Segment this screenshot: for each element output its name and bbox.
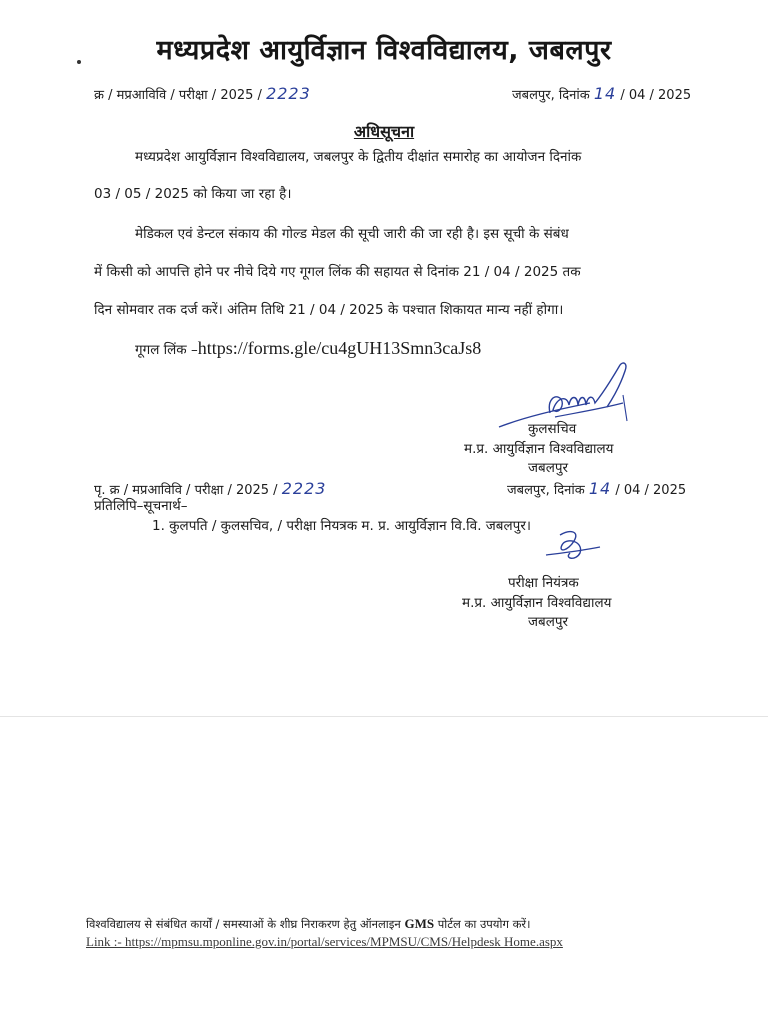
notice-para2-line1: मेडिकल एवं डेन्टल संकाय की गोल्ड मेडल की सूची जारी की जा रही है। इस सूची के संबंध [135, 226, 569, 242]
endorsement-number-handwritten: 2223 [281, 479, 327, 498]
reference-day-handwritten: 14 [593, 84, 617, 103]
controller-signature [540, 527, 610, 572]
copy-item-1: 1. कुलपति / कुलसचिव, / परीक्षा नियत्रक म. प्र. आयुर्विज्ञान वि.वि. जबलपुर। [152, 518, 531, 534]
university-title: मध्यप्रदेश आयुर्विज्ञान विश्वविद्यालय, जबलपुर [156, 35, 612, 66]
copy-label: प्रतिलिपि–सूचनार्थ– [94, 498, 188, 514]
reference-month-year: / 04 / 2025 [620, 88, 692, 103]
notice-para2-line3: दिन सोमवार तक दर्ज करें। अंतिम तिथि 21 / 04 / 2025 के पश्चात शिकायत मान्य नहीं होगा। [94, 302, 564, 318]
reference-number [94, 84, 311, 103]
notice-para1-line2: 03 / 05 / 2025 को किया जा रहा है। [94, 186, 292, 202]
notice-para1-line1: मध्यप्रदेश आयुर्विज्ञान विश्वविद्यालय, जबलपुर के द्वितीय दीक्षांत समारोह का आयोजन दिनांक [135, 149, 582, 165]
footer-gms: GMS [404, 916, 435, 931]
reference-number-handwritten: 2223 [266, 84, 311, 103]
reference-place: जबलपुर, दिनांक [512, 88, 590, 103]
signatory1-title: कुलसचिव [528, 421, 577, 437]
reference-date [512, 84, 691, 103]
signatory1-org: म.प्र. आयुर्विज्ञान विश्वविद्यालय [464, 441, 614, 457]
footer-helpdesk-link[interactable]: Link :- https://mpmsu.mponline.gov.in/portal/services/MPMSU/CMS/Helpdesk Home.aspx [86, 934, 563, 949]
google-form-link[interactable]: https://forms.gle/cu4gUH13Smn3caJs8 [197, 338, 482, 358]
notice-heading: अधिसूचना [353, 122, 415, 141]
scan-artifact-line [0, 716, 768, 717]
endorsement-month-year: / 04 / 2025 [615, 483, 687, 498]
footer-text-after: पोर्टल का उपयोग करें। [437, 917, 531, 931]
endorsement-day-handwritten: 14 [588, 479, 612, 498]
endorsement-date [507, 479, 686, 498]
notice-para2-line2: में किसी को आपत्ति होने पर नीचे दिये गए गूगल लिंक की सहायत से दिनांक 21 / 04 / 2025 तक [94, 264, 581, 280]
signatory2-org: म.प्र. आयुर्विज्ञान विश्वविद्यालय [462, 595, 612, 611]
footer-notice [86, 916, 530, 932]
signatory1-city: जबलपुर [528, 460, 569, 476]
signatory2-title: परीक्षा नियंत्रक [508, 575, 579, 591]
footer-text-before: विश्वविद्यालय से संबंधित कार्यों / समस्याओं के शीघ्र निराकरण हेतु ऑनलाइन [86, 917, 401, 931]
signatory2-city: जबलपुर [528, 614, 569, 630]
endorsement-prefix: पृ. क्र / मप्रआविवि / परीक्षा / 2025 / [94, 483, 278, 498]
google-link-label: गूगल लिंक – [135, 342, 198, 358]
endorsement-place: जबलपुर, दिनांक [507, 483, 585, 498]
google-link-row [135, 338, 481, 359]
reference-prefix: क्र / मप्रआविवि / परीक्षा / 2025 / [94, 88, 262, 103]
